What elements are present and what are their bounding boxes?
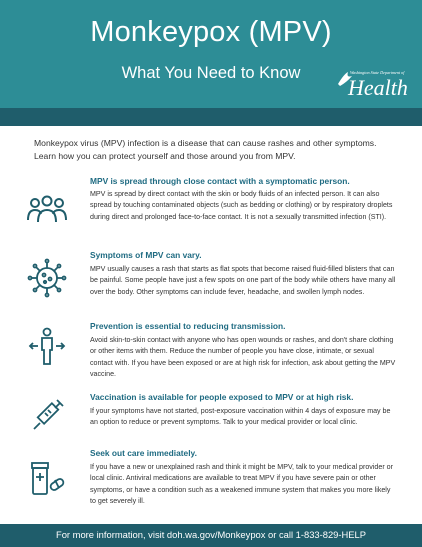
virus-icon	[26, 257, 68, 299]
medication-icon	[26, 457, 68, 499]
syringe-icon	[26, 395, 68, 437]
section-heading: Prevention is essential to reducing transmission.	[90, 321, 286, 331]
section-body: If you have a new or unexplained rash and think it might be MPV, talk to your medical provider or local clinic. Antiviral medications are available to treat MPV if you have severe pain or other symptoms, or have a condition such as a weakened immune system that makes you more likely to get severely ill.	[90, 463, 393, 506]
section-body: MPV is spread by direct contact with the skin or body fluids of an infected person. It can also spread by touching contaminated objects (such as bedding or clothing) or by respiratory droplets during direct and prolonged face-to-face contact. It is not a sexually transmitted infection (STI).	[90, 190, 393, 221]
page-subtitle: What You Need to Know	[121, 64, 301, 82]
section-heading: MPV is spread through close contact with a symptomatic person.	[90, 176, 350, 186]
logo-big-text: Health	[348, 75, 408, 100]
people-icon	[26, 190, 68, 232]
page-title: Monkeypox (MPV)	[90, 16, 332, 48]
header-banner	[0, 0, 422, 108]
section-body: MPV usually causes a rash that starts as flat spots that become raised fluid-filled blisters that can be painful. Some people have just a few spots on one part of the body while others have many all over the body. Other symptoms can include fever, headache, and swollen lymph nodes.	[90, 265, 396, 296]
section-heading: Vaccination is available for people exposed to MPV or at high risk.	[90, 392, 354, 402]
person-distance-icon	[26, 326, 68, 368]
logo-small-text: Washington State Department of	[350, 70, 405, 75]
section-heading: Seek out care immediately.	[90, 448, 197, 458]
header-strip	[0, 108, 422, 126]
footer-contact-text: For more information, visit doh.wa.gov/Monkeypox or call 1-833-829-HELP	[55, 529, 367, 540]
intro-text: Monkeypox virus (MPV) infection is a disease that can cause rashes and other symptoms. Learn how you can protect yourself and those around you from MPV.	[34, 138, 377, 161]
footer-bar	[0, 524, 422, 547]
section-body: Avoid skin-to-skin contact with anyone who has open wounds or rashes, and don't share clothing or other items with them. Reduce the number of people you have close, intimate, or sexual contact with. If you have been exposed or are at high risk for infection, ask about getting the MPV vaccine.	[90, 336, 396, 379]
section-heading: Symptoms of MPV can vary.	[90, 250, 202, 260]
section-body: If your symptoms have not started, post-exposure vaccination within 4 days of exposure may be an option to reduce or prevent symptoms. Talk to your medical provider or local clinic.	[90, 407, 391, 427]
doh-logo	[336, 70, 418, 106]
